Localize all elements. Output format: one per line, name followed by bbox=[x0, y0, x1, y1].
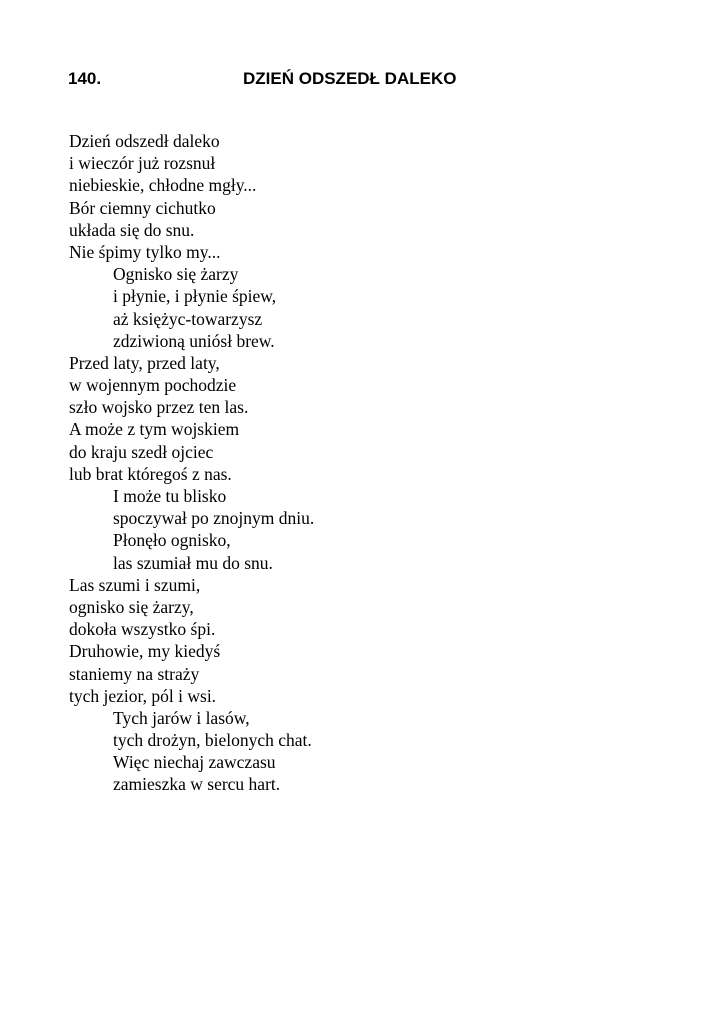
poem-line: Ognisko się żarzy bbox=[113, 264, 239, 285]
poem-line: A może z tym wojskiem bbox=[69, 419, 240, 440]
poem-line: las szumiał mu do snu. bbox=[113, 552, 273, 573]
poem-line: dokoła wszystko śpi. bbox=[69, 619, 216, 640]
song-title: DZIEŃ ODSZEDŁ DALEKO bbox=[243, 69, 457, 88]
poem-line: lub brat któregoś z nas. bbox=[69, 463, 232, 484]
poem-line: Druhowie, my kiedyś bbox=[69, 641, 221, 662]
poem-line: Płonęło ognisko, bbox=[113, 530, 231, 551]
poem-line: Bór ciemny cichutko bbox=[69, 197, 216, 218]
poem-line: Więc niechaj zawczasu bbox=[113, 752, 276, 773]
poem-line: tych drożyn, bielonych chat. bbox=[113, 730, 312, 751]
poem-body bbox=[69, 130, 669, 796]
poem-line: Dzień odszedł daleko bbox=[69, 131, 220, 151]
song-number: 140. bbox=[68, 69, 102, 88]
poem-line: i płynie, i płynie śpiew, bbox=[113, 286, 277, 307]
poem-line: i wieczór już rozsnuł bbox=[69, 153, 216, 174]
song-header bbox=[68, 69, 668, 95]
poem-line: zdziwioną uniósł brew. bbox=[113, 330, 275, 351]
poem-line: niebieskie, chłodne mgły... bbox=[69, 175, 257, 196]
poem-line: Nie śpimy tylko my... bbox=[69, 241, 221, 262]
poem-line: szło wojsko przez ten las. bbox=[69, 397, 249, 418]
poem-line: aż księżyc-towarzysz bbox=[113, 308, 263, 329]
poem-line: staniemy na straży bbox=[69, 663, 200, 684]
poem-line: spoczywał po znojnym dniu. bbox=[113, 508, 315, 529]
poem-line: do kraju szedł ojciec bbox=[69, 441, 214, 462]
poem-line: Tych jarów i lasów, bbox=[113, 707, 250, 728]
poem-line: tych jezior, pól i wsi. bbox=[69, 685, 217, 706]
poem-line: zamieszka w sercu hart. bbox=[113, 774, 281, 795]
poem-line: Przed laty, przed laty, bbox=[69, 352, 220, 373]
poem-line: układa się do snu. bbox=[69, 219, 195, 240]
poem-line: Las szumi i szumi, bbox=[69, 574, 201, 595]
poem-line: I może tu blisko bbox=[113, 486, 227, 506]
poem-line: ognisko się żarzy, bbox=[69, 596, 194, 617]
poem-line: w wojennym pochodzie bbox=[69, 375, 237, 396]
